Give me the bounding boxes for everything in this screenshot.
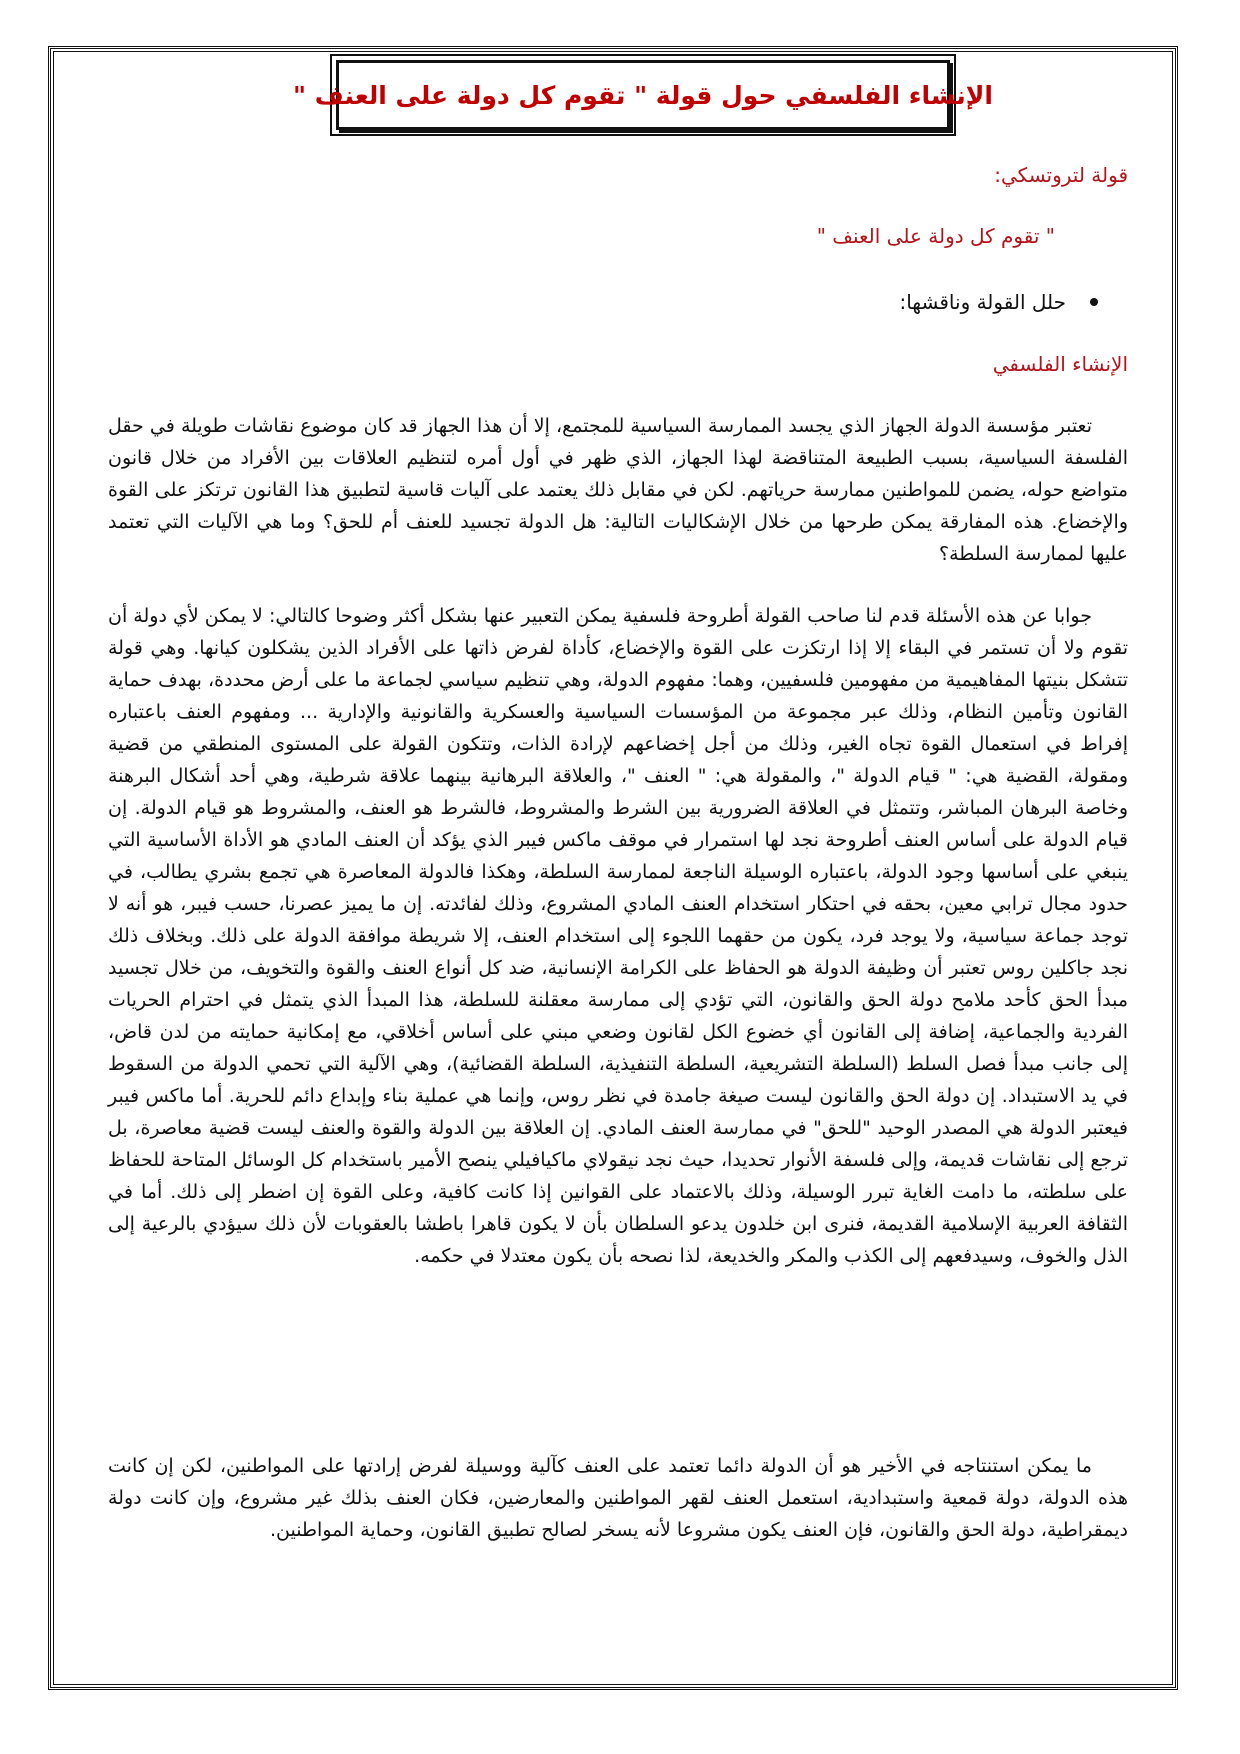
introduction-paragraph (108, 410, 1128, 570)
body-text: جوابا عن هذه الأسئلة قدم لنا صاحب القولة أطروحة فلسفية يمكن التعبير عنها بشكل أكثر وضوحا كالتالي: لا يمكن لأي دولة أن تقوم ولا أن تستمر في البقاء إلا إذا ارتكزت على القوة والإخضاع، كأداة لفرض ذاتها على الأفراد الذين يشكلون كيانها. وهي قولة تتشكل بنيتها المفاهيمية من مفهومين فلسفيين، وهما: مفهوم الدولة، وهي تنظيم سياسي لجماعة ما على أرض محددة، بهدف حماية القانون وتأمين النظام، وذلك عبر مجموعة من المؤسسات السياسية والعسكرية والقانونية والإدارية ... ومفهوم العنف باعتباره إفراط في استعمال القوة تجاه الغير، وذلك من أجل إخضاعهم لإرادة الذات، وتتكون القولة على المستوى المنطقي من قضية ومقولة، القضية هي: " قيام الدولة "، والمقولة هي: " العنف "، والعلاقة البرهانية بينهما علاقة شرطية، وهي أحد أشكال البرهنة وخاصة البرهان المباشر، وتتمثل في العلاقة الضرورية بين الشرط والمشروط، فالشرط هو العنف، والمشروط هو قيام الدولة. إن قيام الدولة على أساس العنف أطروحة نجد لها استمرار في موقف ماكس فيبر الذي يؤكد أن العنف المادي هو الأداة الأساسية التي ينبغي على أساسها وجود الدولة، باعتباره الوسيلة الناجعة لممارسة السلطة، وهكذا فالدولة المعاصرة هي تجمع بشري يطالب، في حدود مجال ترابي معين، بحقه في احتكار استخدام العنف المادي المشروع، وذلك لفائدته. إن ما يميز عصرنا، حسب فيبر، هو أنه لا توجد جماعة سياسية، ولا يوجد فرد، يكون من حقهما اللجوء إلى استخدام العنف، إلا شريطة موافقة الدولة على ذلك. وبخلاف ذلك نجد جاكلين روس تعتبر أن وظيفة الدولة هو الحفاظ على الكرامة الإنسانية، ضد كل أنواع العنف والقوة والتخويف، من خلال تجسيد مبدأ الحق كأحد ملامح دولة الحق والقانون، التي تؤدي إلى ممارسة معقلنة للسلطة، هذا المبدأ الذي يتمثل في احترام الحريات الفردية والجماعية، إضافة إلى القانون أي خضوع الكل لقانون وضعي مبني على أساس أخلاقي، مع إمكانية حمايته من لدن قاض، إلى جانب مبدأ فصل السلط (السلطة التشريعية، السلطة التنفيذية، السلطة القضائية)، وهي الآلية التي تحمي الدولة من السقوط في يد الاستبداد. إن دولة الحق والقانون ليست صيغة جامدة في نظر روس، وإنما هي عملية بناء وإبداع دائم للحرية. أما ماكس فيبر فيعتبر الدولة هي المصدر الوحيد "للحق" في ممارسة العنف المادي. إن العلاقة بين الدولة والقوة والعنف ليست قضية معاصرة، بل ترجع إلى نقاشات قديمة، وإلى فلسفة الأنوار تحديدا، حيث نجد نيقولاي ماكيافيلي ينصح الأمير باستخدام كل الوسائل المتاحة للحفاظ على سلطته، ما دامت الغاية تبرر الوسيلة، وذلك بالاعتماد على القوانين إذا كانت كافية، وعلى القوة إن اضطر إلى ذلك. أما في الثقافة العربية الإسلامية القديمة، فنرى ابن خلدون يدعو السلطان بأن لا يكون قاهرا باطشا بالعقوبات لأن ذلك سيؤدي بالرعية إلى الذل والخوف، وسيدفعهم إلى الكذب والمكر والخديعة، لذا نصحه بأن يكون معتدلا في حكمه. (108, 605, 1128, 1267)
task-text: حلل القولة وناقشها: (899, 290, 1066, 314)
bullet-icon (1090, 298, 1098, 306)
quote-author-label: قولة لتروتسكي: (994, 163, 1128, 187)
conclusion-paragraph (108, 1450, 1128, 1546)
essay-heading: الإنشاء الفلسفي (992, 352, 1128, 376)
title-frame (293, 54, 993, 136)
quote-text: " تقوم كل دولة على العنف " (816, 224, 1055, 248)
title-inner-frame (293, 60, 993, 130)
document-title: الإنشاء الفلسفي حول قولة " تقوم كل دولة على العنف " (293, 80, 993, 110)
introduction-text: تعتبر مؤسسة الدولة الجهاز الذي يجسد الممارسة السياسية للمجتمع، إلا أن هذا الجهاز قد كان موضوع نقاشات طويلة في حقل الفلسفة السياسية، بسبب الطبيعة المتناقضة لهذا الجهاز، الذي ظهر في أول أمره لتنظيم العلاقات بين الأفراد من خلال قانون متواضع حوله، يضمن للمواطنين ممارسة حرياتهم. لكن في مقابل ذلك يعتمد على آليات قاسية لتطبيق هذا القانون ترتكز على القوة والإخضاع. هذه المفارقة يمكن طرحها من خلال الإشكاليات التالية: هل الدولة تجسيد للعنف أم للحق؟ وما هي الآليات التي تعتمد عليها لممارسة السلطة؟ (108, 415, 1128, 565)
conclusion-text: ما يمكن استنتاجه في الأخير هو أن الدولة دائما تعتمد على العنف كآلية ووسيلة لفرض إرادتها على المواطنين، لكن إن كانت هذه الدولة، دولة قمعية واستبدادية، استعمل العنف لقهر المواطنين والمعارضين، فكان العنف بذلك غير مشروع، وإن كانت دولة ديمقراطية، دولة الحق والقانون، فإن العنف يكون مشروعا لأنه يسخر لصالح تطبيق القانون، وحماية المواطنين. (108, 1455, 1128, 1541)
body-paragraph (108, 600, 1128, 1272)
task-line (899, 290, 1098, 314)
